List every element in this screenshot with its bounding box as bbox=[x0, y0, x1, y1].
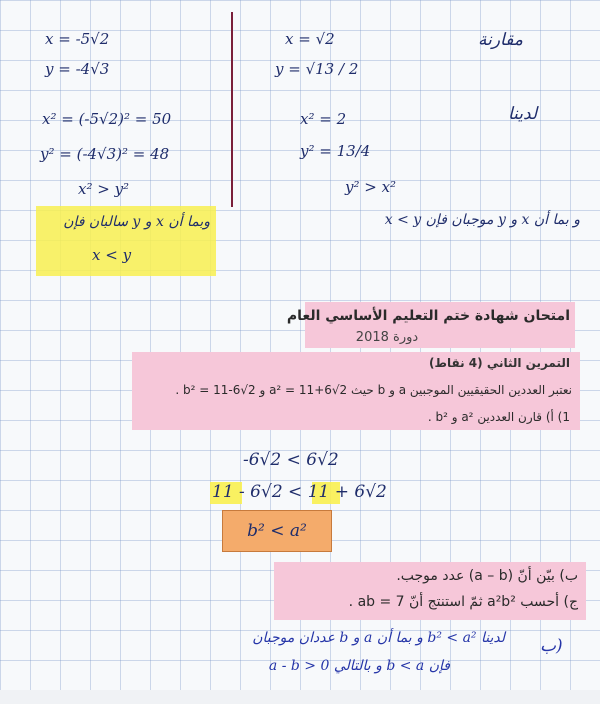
right-compare: y² > x² bbox=[345, 178, 397, 196]
left-conclusion: وبما أن x و y سالبان فإن bbox=[63, 214, 210, 230]
exam-session: دورة 2018 bbox=[355, 330, 419, 345]
solution-result-box bbox=[222, 510, 332, 552]
left-y-squared: y² = (-4√3)² = 48 bbox=[40, 145, 170, 163]
exam-question-b: ب) بيّن أنّ (a – b) عدد موجب. bbox=[396, 568, 578, 584]
right-ladayna: لدينا bbox=[508, 104, 538, 124]
right-title: مقارنة bbox=[478, 30, 523, 50]
left-x-squared: x² = (-5√2)² = 50 bbox=[42, 110, 172, 128]
left-compare: x² > y² bbox=[78, 180, 130, 198]
solution-line-1: -6√2 < 6√2 bbox=[243, 450, 339, 470]
exam-exercise: التمرين الثاني (4 نقاط) bbox=[429, 356, 570, 370]
solution-final-1: لدينا b² < a² و بما أن a و b عددان موجبان bbox=[252, 630, 505, 646]
left-x-def: x = -5√2 bbox=[45, 30, 110, 48]
column-divider bbox=[231, 12, 233, 207]
right-y-def: y = √13 / 2 bbox=[275, 60, 359, 78]
exam-question-1: 1) أ) قارن العددين a² و b² . bbox=[427, 410, 570, 424]
right-y-squared: y² = 13/4 bbox=[300, 142, 371, 160]
solution-final-2: فإن b < a و بالتالي a - b > 0 bbox=[268, 658, 450, 674]
solution-line-2: 11 - 6√2 < 11 + 6√2 bbox=[212, 482, 387, 502]
exam-title: امتحان شهادة ختم التعليم الأساسي العام bbox=[286, 308, 570, 324]
left-result: x < y bbox=[92, 246, 132, 264]
right-conclusion: و بما أن x و y موجبان فإن x < y bbox=[384, 212, 580, 228]
exam-statement: نعتبر العددين الحقيقيين الموجبين a و b حيث a² = 11+6√2 و b² = 11-6√2 . bbox=[175, 383, 572, 397]
left-y-def: y = -4√3 bbox=[45, 60, 110, 78]
bottom-margin bbox=[0, 690, 600, 704]
solution-b-label: ب) bbox=[540, 636, 563, 656]
right-x-def: x = √2 bbox=[285, 30, 335, 48]
exam-question-c: ج) أحسب a²b² ثمّ استنتج أنّ ab = 7 . bbox=[348, 594, 578, 610]
solution-result: b² < a² bbox=[247, 521, 307, 541]
right-x-squared: x² = 2 bbox=[300, 110, 347, 128]
